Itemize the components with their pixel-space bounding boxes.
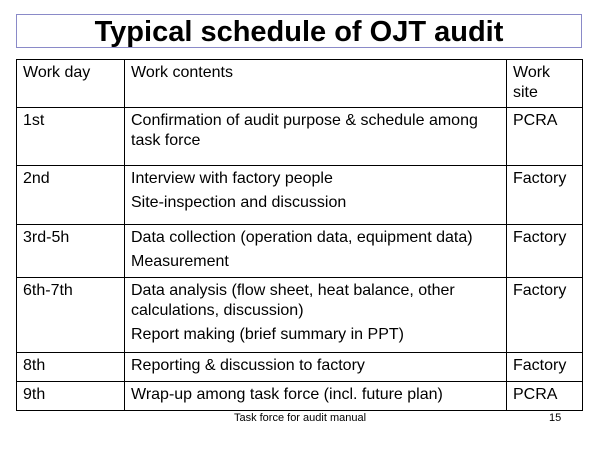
- header-work-contents: Work contents: [125, 60, 507, 108]
- table-row: [17, 166, 583, 225]
- site-cell: PCRA: [507, 108, 583, 166]
- table-header-row: [17, 60, 583, 108]
- contents-cell: Confirmation of audit purpose & schedule among task force: [125, 108, 507, 166]
- schedule-table: [16, 59, 583, 411]
- day-cell: 9th: [17, 382, 125, 411]
- day-cell: 2nd: [17, 166, 125, 225]
- table-row: [17, 353, 583, 382]
- day-cell: 6th-7th: [17, 278, 125, 353]
- title-box: [16, 14, 582, 48]
- site-cell: Factory: [507, 278, 583, 353]
- contents-cell: Data analysis (flow sheet, heat balance, other calculations, discussion) Report making (brief summary in PPT): [125, 278, 507, 353]
- site-cell: Factory: [507, 353, 583, 382]
- page-title: Typical schedule of OJT audit: [94, 15, 504, 48]
- table-row: [17, 225, 583, 278]
- day-cell: 3rd-5h: [17, 225, 125, 278]
- site-cell: PCRA: [507, 382, 583, 411]
- table-row: [17, 382, 583, 411]
- contents-cell: Interview with factory people Site-inspection and discussion: [125, 166, 507, 225]
- site-cell: Factory: [507, 225, 583, 278]
- site-cell: Factory: [507, 166, 583, 225]
- table-row: [17, 278, 583, 353]
- header-work-site: Work site: [507, 60, 583, 108]
- table-row: [17, 108, 583, 166]
- contents-cell: Reporting & discussion to factory: [125, 353, 507, 382]
- day-cell: 1st: [17, 108, 125, 166]
- footer-text: Task force for audit manual: [233, 412, 367, 424]
- header-work-day: Work day: [17, 60, 125, 108]
- day-cell: 8th: [17, 353, 125, 382]
- contents-cell: Data collection (operation data, equipment data) Measurement: [125, 225, 507, 278]
- contents-cell: Wrap-up among task force (incl. future plan): [125, 382, 507, 411]
- page-number: 15: [549, 412, 562, 424]
